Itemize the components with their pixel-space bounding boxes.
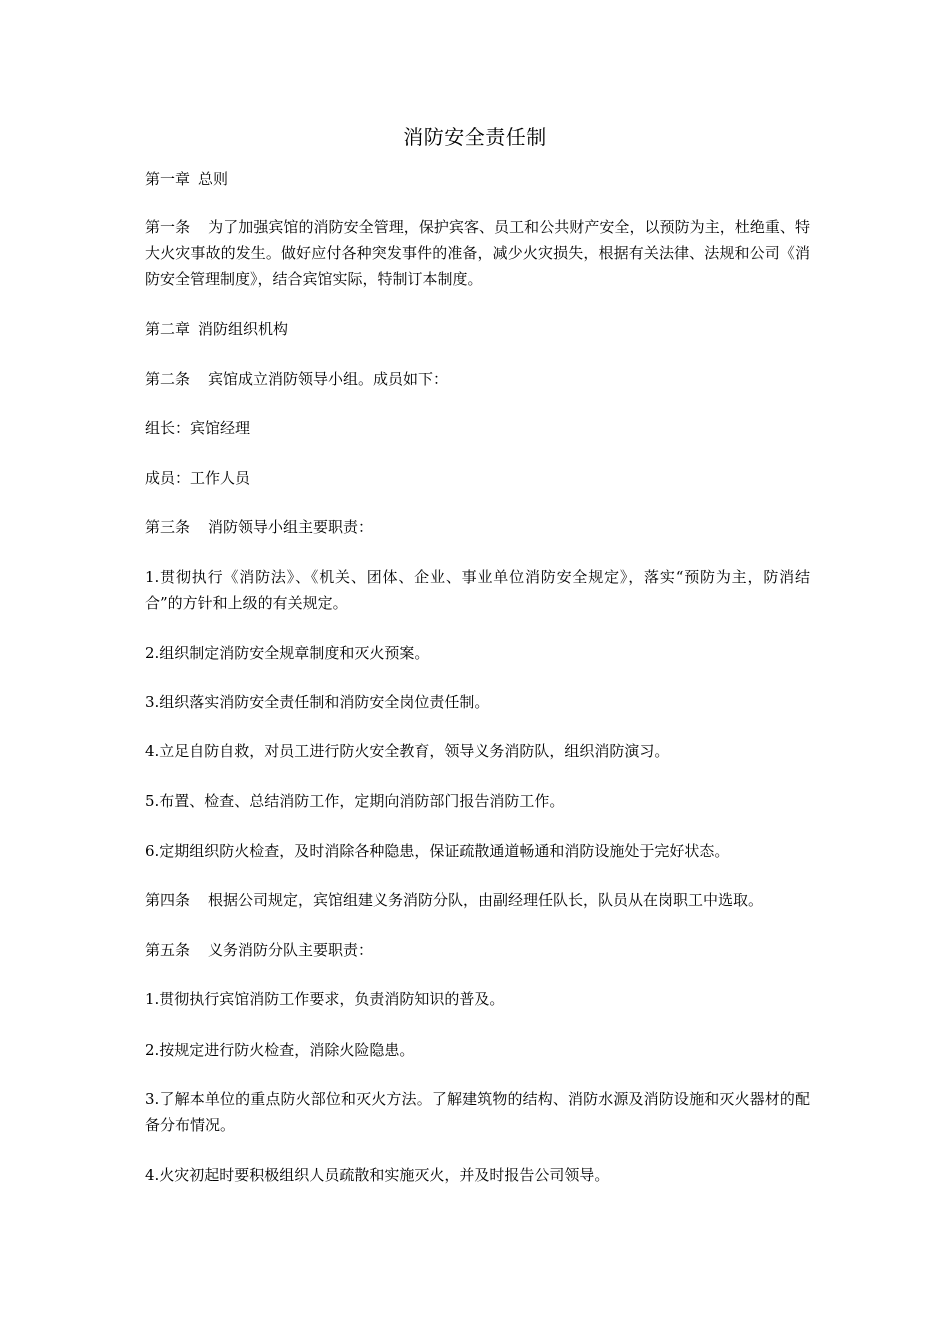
duty-item-2: 2.组织制定消防安全规章制度和灭火预案。 — [145, 644, 430, 662]
article-label: 第二条 — [145, 370, 191, 388]
duty-item-3: 3.组织落实消防安全责任制和消防安全岗位责任制。 — [145, 693, 490, 711]
document-title: 消防安全责任制 — [403, 125, 547, 149]
squad-duty-item-1: 1.贯彻执行宾馆消防工作要求，负责消防知识的普及。 — [145, 990, 505, 1008]
article-3 — [145, 514, 810, 540]
article-5 — [145, 937, 810, 963]
duty-item-5: 5.布置、检查、总结消防工作，定期向消防部门报告消防工作。 — [145, 792, 565, 810]
squad-duty-item-2: 2.按规定进行防火检查，消除火险隐患。 — [145, 1041, 415, 1059]
team-leader-line: 组长：宾馆经理 — [145, 419, 251, 437]
article-text: 宾馆成立消防领导小组。成员如下： — [208, 370, 449, 388]
article-label: 第四条 — [145, 891, 191, 909]
article-text: 为了加强宾馆的消防安全管理，保护宾客、员工和公共财产安全，以预防为主，杜绝重、特大火灾事故的发生。做好应付各种突发事件的准备，减少火灾损失，根据有关法律、法规和公司《消防安全管理制度》，结合宾馆实际，特制订本制度。 — [145, 218, 810, 288]
article-text: 消防领导小组主要职责： — [208, 518, 374, 536]
article-2 — [145, 366, 810, 392]
chapter-text: 消防组织机构 — [198, 320, 289, 338]
chapter-label: 第一章 — [145, 170, 191, 188]
chapter-1-heading — [145, 166, 810, 192]
article-1 — [145, 214, 810, 292]
squad-duty-item-4: 4.火灾初起时要积极组织人员疏散和实施灭火，并及时报告公司领导。 — [145, 1166, 610, 1184]
chapter-2-heading — [145, 316, 810, 342]
article-text: 根据公司规定，宾馆组建义务消防分队，由副经理任队长，队员从在岗职工中选取。 — [208, 891, 764, 909]
team-members-line: 成员：工作人员 — [145, 469, 251, 487]
article-label: 第三条 — [145, 518, 191, 536]
squad-duty-item-3: 3.了解本单位的重点防火部位和灭火方法。了解建筑物的结构、消防水源及消防设施和灭火器材的配备分布情况。 — [145, 1090, 810, 1134]
article-label: 第一条 — [145, 218, 191, 236]
article-text: 义务消防分队主要职责： — [208, 941, 374, 959]
duty-item-6: 6.定期组织防火检查，及时消除各种隐患，保证疏散通道畅通和消防设施处于完好状态。 — [145, 842, 730, 860]
chapter-text: 总则 — [198, 170, 229, 188]
article-4 — [145, 887, 810, 913]
duty-item-1: 1.贯彻执行《消防法》、《机关、团体、企业、事业单位消防安全规定》，落实“预防为主，防消结合”的方针和上级的有关规定。 — [145, 568, 810, 612]
chapter-label: 第二章 — [145, 320, 191, 338]
duty-item-4: 4.立足自防自救，对员工进行防火安全教育，领导义务消防队，组织消防演习。 — [145, 742, 670, 760]
article-label: 第五条 — [145, 941, 191, 959]
